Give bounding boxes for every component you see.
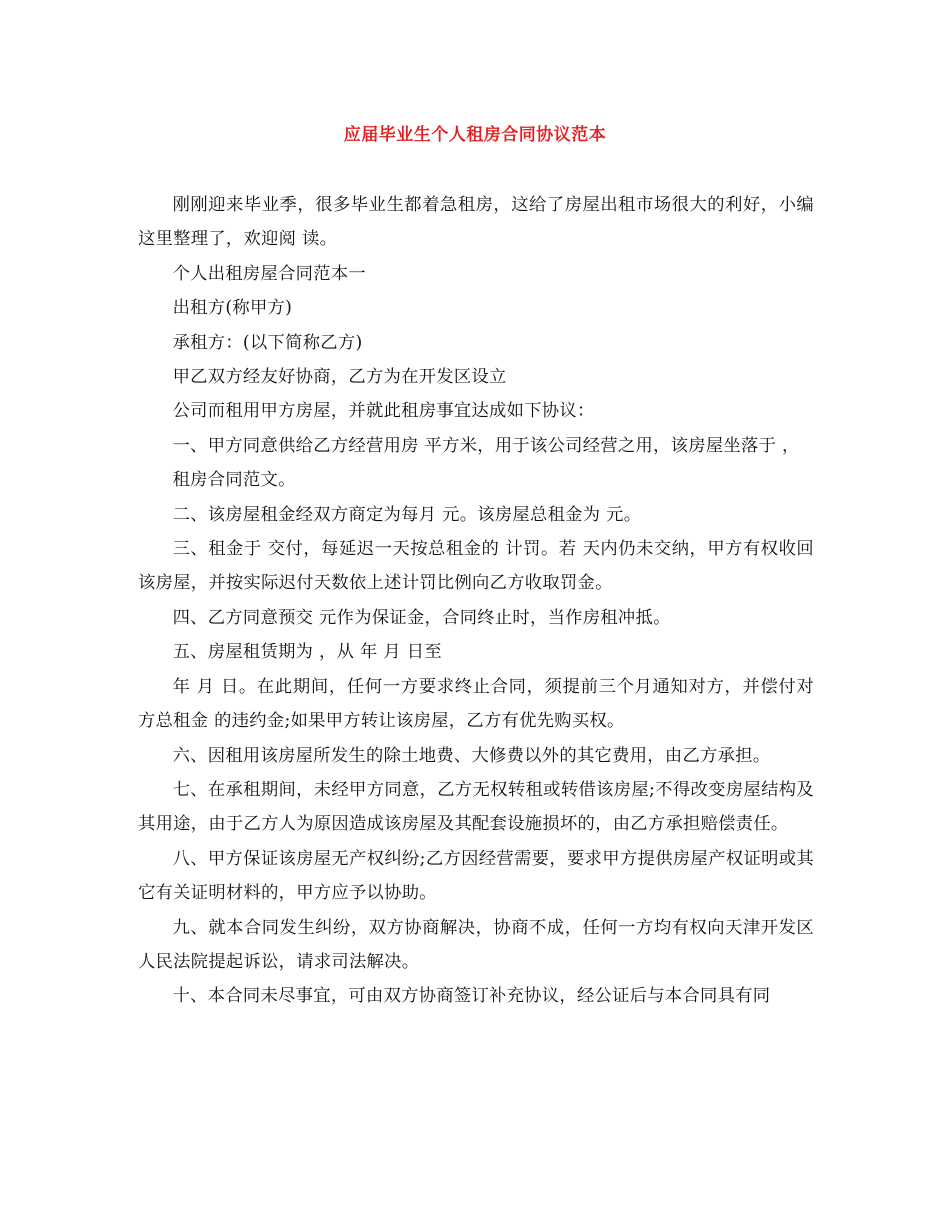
paragraph: 五、房屋租赁期为 ，从 年 月 日至 (172, 642, 442, 663)
paragraph: 三、租金于 交付，每延迟一天按总租金的 计罚。若 天内仍未交纳，甲方有权收回该房屋，并按实际迟付天数依上述计罚比例向乙方收取罚金。 (138, 539, 814, 594)
paragraph: 九、就本合同发生纠纷，双方协商解决，协商不成，任何一方均有权向天津开发区人民法院提起诉讼，请求司法解决。 (138, 917, 814, 972)
paragraph: 刚刚迎来毕业季，很多毕业生都着急租房，这给了房屋出租市场很大的利好，小编这里整理了，欢迎阅 读。 (138, 195, 814, 250)
paragraph: 承租方：(以下简称乙方) (172, 332, 363, 353)
paragraph: 四、乙方同意预交 元作为保证金，合同终止时，当作房租冲抵。 (172, 607, 671, 628)
paragraph: 二、该房屋租金经双方商定为每月 元。该房屋总租金为 元。 (172, 504, 642, 525)
paragraph: 六、因租用该房屋所发生的除土地费、大修费以外的其它费用，由乙方承担。 (172, 745, 771, 766)
paragraph: 一、甲方同意供给乙方经营用房 平方米，用于该公司经营之用，该房屋坐落于 ， (172, 435, 800, 456)
paragraph: 七、在承租期间，未经甲方同意，乙方无权转租或转借该房屋;不得改变房屋结构及其用途，由于乙方人为原因造成该房屋及其配套设施损坏的，由乙方承担赔偿责任。 (138, 779, 814, 835)
paragraph: 公司而租用甲方房屋，并就此租房事宜达成如下协议： (172, 401, 595, 422)
paragraph: 八、甲方保证该房屋无产权纠纷;乙方因经营需要，要求甲方提供房屋产权证明或其它有关证明材料的，甲方应予以协助。 (138, 848, 814, 904)
document-body (138, 188, 814, 1014)
paragraph: 个人出租房屋合同范本一 (172, 263, 366, 284)
paragraph: 年 月 日。在此期间，任何一方要求终止合同，须提前三个月通知对方，并偿付对方总租金 的违约金;如果甲方转让该房屋，乙方有优先购买权。 (138, 676, 814, 732)
document-title: 应届毕业生个人租房合同协议范本 (343, 125, 607, 145)
paragraph: 十、本合同未尽事宜，可由双方协商签订补充协议，经公证后与本合同具有同 (172, 986, 771, 1007)
paragraph: 租房合同范文。 (172, 470, 296, 491)
paragraph: 甲乙双方经友好协商，乙方为在开发区设立 (172, 367, 507, 388)
paragraph: 出租方(称甲方) (172, 298, 293, 319)
